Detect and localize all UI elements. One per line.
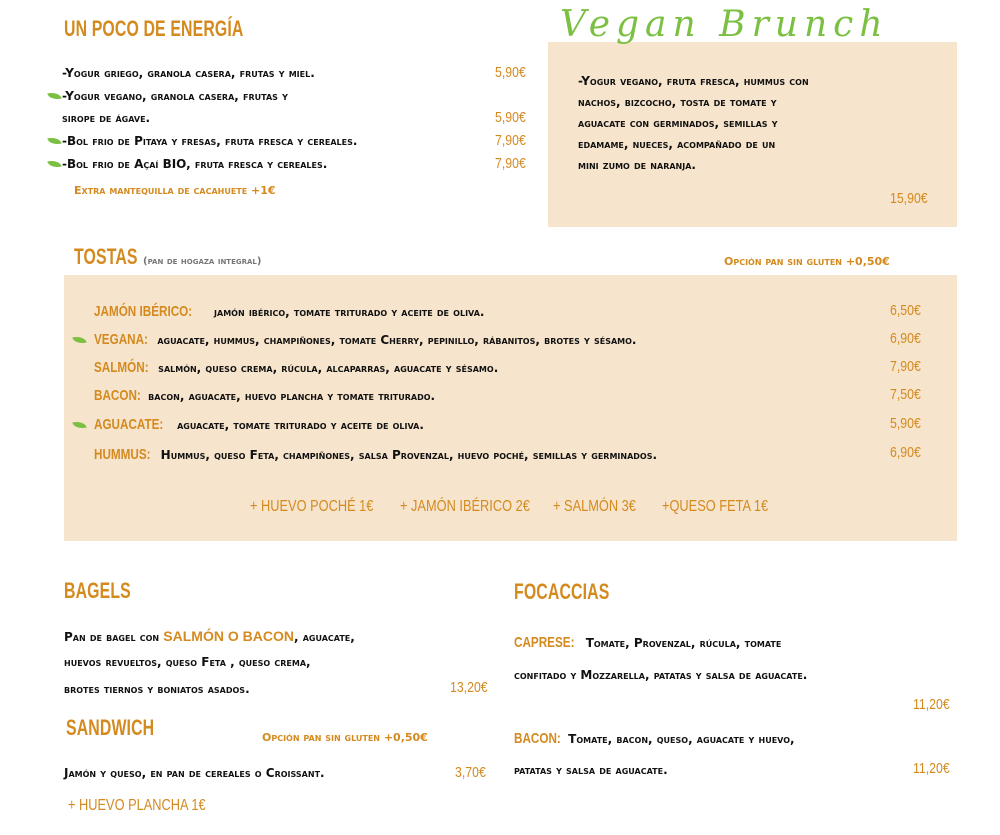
- tosta-name: AGUACATE:: [94, 416, 164, 433]
- tosta-addon-jamon: + JAMÓN IBÉRICO 2€: [400, 498, 530, 515]
- energia-item-1: -Yogur griego, granola casera, frutas y miel.: [62, 66, 315, 80]
- focaccia-bacon-line-1: [514, 730, 795, 747]
- vegan-brunch-line-5: mini zumo de naranja.: [578, 158, 696, 172]
- bagels-line-1-pre: Pan de bagel con: [64, 630, 164, 644]
- focaccia-bacon-name: BACON:: [514, 730, 561, 747]
- tosta-price: 7,50€: [890, 386, 921, 403]
- focaccia-bacon-desc: Tomate, bacon, queso, aguacate y huevo,: [564, 732, 795, 746]
- bagels-line-1-post: , aguacate,: [293, 630, 355, 644]
- focaccia-caprese-name: CAPRESE:: [514, 634, 575, 651]
- vegan-leaf-icon: [47, 91, 61, 102]
- sandwich-text: Jamón y queso, en pan de cereales o Croissant.: [64, 766, 325, 780]
- sandwich-price: 3,70€: [455, 764, 486, 781]
- vegan-leaf-icon: [47, 159, 61, 170]
- vegan-leaf-icon: [47, 136, 61, 147]
- tosta-price: 6,90€: [890, 444, 921, 461]
- vegan-brunch-line-1: -Yogur vegano, fruta fresca, hummus con: [578, 74, 809, 88]
- bagels-highlight: SALMÓN O BACON: [163, 628, 294, 644]
- vegan-brunch-title: Vegan Brunch: [560, 4, 889, 45]
- tosta-desc: Hummus, queso Feta, champiñones, salsa Provenzal, huevo poché, semillas y germinados.: [156, 448, 658, 462]
- sandwich-gluten-option: Opción pan sin gluten +0,50€: [262, 731, 428, 744]
- bagels-line-1: [64, 628, 355, 644]
- energia-price-1: 5,90€: [495, 64, 526, 81]
- energia-price-2: 5,90€: [495, 109, 526, 126]
- energia-price-3: 7,90€: [495, 132, 526, 149]
- tosta-row: [94, 446, 657, 463]
- energia-title: UN POCO DE ENERGÍA: [64, 16, 244, 41]
- tostas-gluten-option: Opción pan sin gluten +0,50€: [724, 255, 890, 268]
- bagels-price: 13,20€: [450, 679, 488, 696]
- tosta-name: SALMÓN:: [94, 359, 149, 376]
- bagels-title: BAGELS: [64, 578, 131, 603]
- bagels-line-3: brotes tiernos y boniatos asados.: [64, 682, 250, 696]
- tosta-addon-salmon: + SALMÓN 3€: [553, 498, 636, 515]
- tosta-desc: aguacate, tomate triturado y aceite de oliva.: [172, 418, 424, 432]
- tosta-row: [94, 331, 636, 348]
- tosta-desc: bacon, aguacate, huevo plancha y tomate triturado.: [144, 389, 436, 403]
- focaccia-bacon-price: 11,20€: [913, 760, 950, 777]
- focaccia-caprese-price: 11,20€: [913, 696, 950, 713]
- vegan-brunch-line-3: aguacate con germinados, semillas y: [578, 116, 778, 130]
- energia-item-2b: sirope de ágave.: [62, 111, 151, 125]
- sandwich-extra: + HUEVO PLANCHA 1€: [68, 797, 206, 814]
- vegan-brunch-line-2: nachos, bizcocho, tosta de tomate y: [578, 95, 777, 109]
- tosta-row: [94, 387, 435, 404]
- energia-price-4: 7,90€: [495, 155, 526, 172]
- tosta-desc: salmón, queso crema, rúcula, alcaparras, aguacate y sésamo.: [154, 361, 499, 375]
- tosta-addon-huevo: + HUEVO POCHÉ 1€: [250, 498, 374, 515]
- tosta-name: BACON:: [94, 387, 141, 404]
- tosta-desc: aguacate, hummus, champiñones, tomate Cherry, pepinillo, rábanitos, brotes y sésamo.: [153, 333, 637, 347]
- tosta-price: 6,90€: [890, 330, 921, 347]
- energia-extra: Extra mantequilla de cacahuete +1€: [74, 184, 276, 197]
- tosta-row: [94, 416, 424, 433]
- focaccia-caprese-line-2: confitado y Mozzarella, patatas y salsa de aguacate.: [514, 668, 808, 682]
- energia-item-3: -Bol frio de Pitaya y fresas, fruta fresca y cereales.: [62, 134, 358, 148]
- focaccias-title: FOCACCIAS: [514, 579, 610, 604]
- tosta-desc: jamón ibérico, tomate triturado y aceite de oliva.: [209, 305, 485, 319]
- tosta-price: 5,90€: [890, 415, 921, 432]
- tosta-price: 6,50€: [890, 302, 921, 319]
- vegan-brunch-price: 15,90€: [890, 190, 928, 207]
- tostas-subtitle: (pan de hogaza integral): [143, 256, 262, 267]
- tosta-row: [94, 359, 498, 376]
- tosta-name: JAMÓN IBÉRICO:: [94, 303, 193, 320]
- tosta-name: HUMMUS:: [94, 446, 151, 463]
- tosta-addon-feta: +QUESO FETA 1€: [662, 498, 769, 515]
- sandwich-title: SANDWICH: [66, 715, 155, 740]
- energia-item-4: -Bol frio de Açaí BIO, fruta fresca y cereales.: [62, 157, 328, 171]
- focaccia-caprese-line-1: [514, 634, 781, 651]
- tosta-name: VEGANA:: [94, 331, 148, 348]
- focaccia-bacon-line-2: patatas y salsa de aguacate.: [514, 763, 668, 777]
- tostas-title: TOSTAS: [74, 244, 138, 269]
- vegan-brunch-line-4: edamame, nueces, acompañado de un: [578, 137, 776, 151]
- focaccia-caprese-desc: Tomate, Provenzal, rúcula, tomate: [581, 636, 782, 650]
- bagels-line-2: huevos revueltos, queso Feta , queso crema,: [64, 655, 311, 669]
- tosta-price: 7,90€: [890, 358, 921, 375]
- tosta-row: [94, 303, 484, 320]
- energia-item-2: -Yogur vegano, granola casera, frutas y: [62, 89, 288, 103]
